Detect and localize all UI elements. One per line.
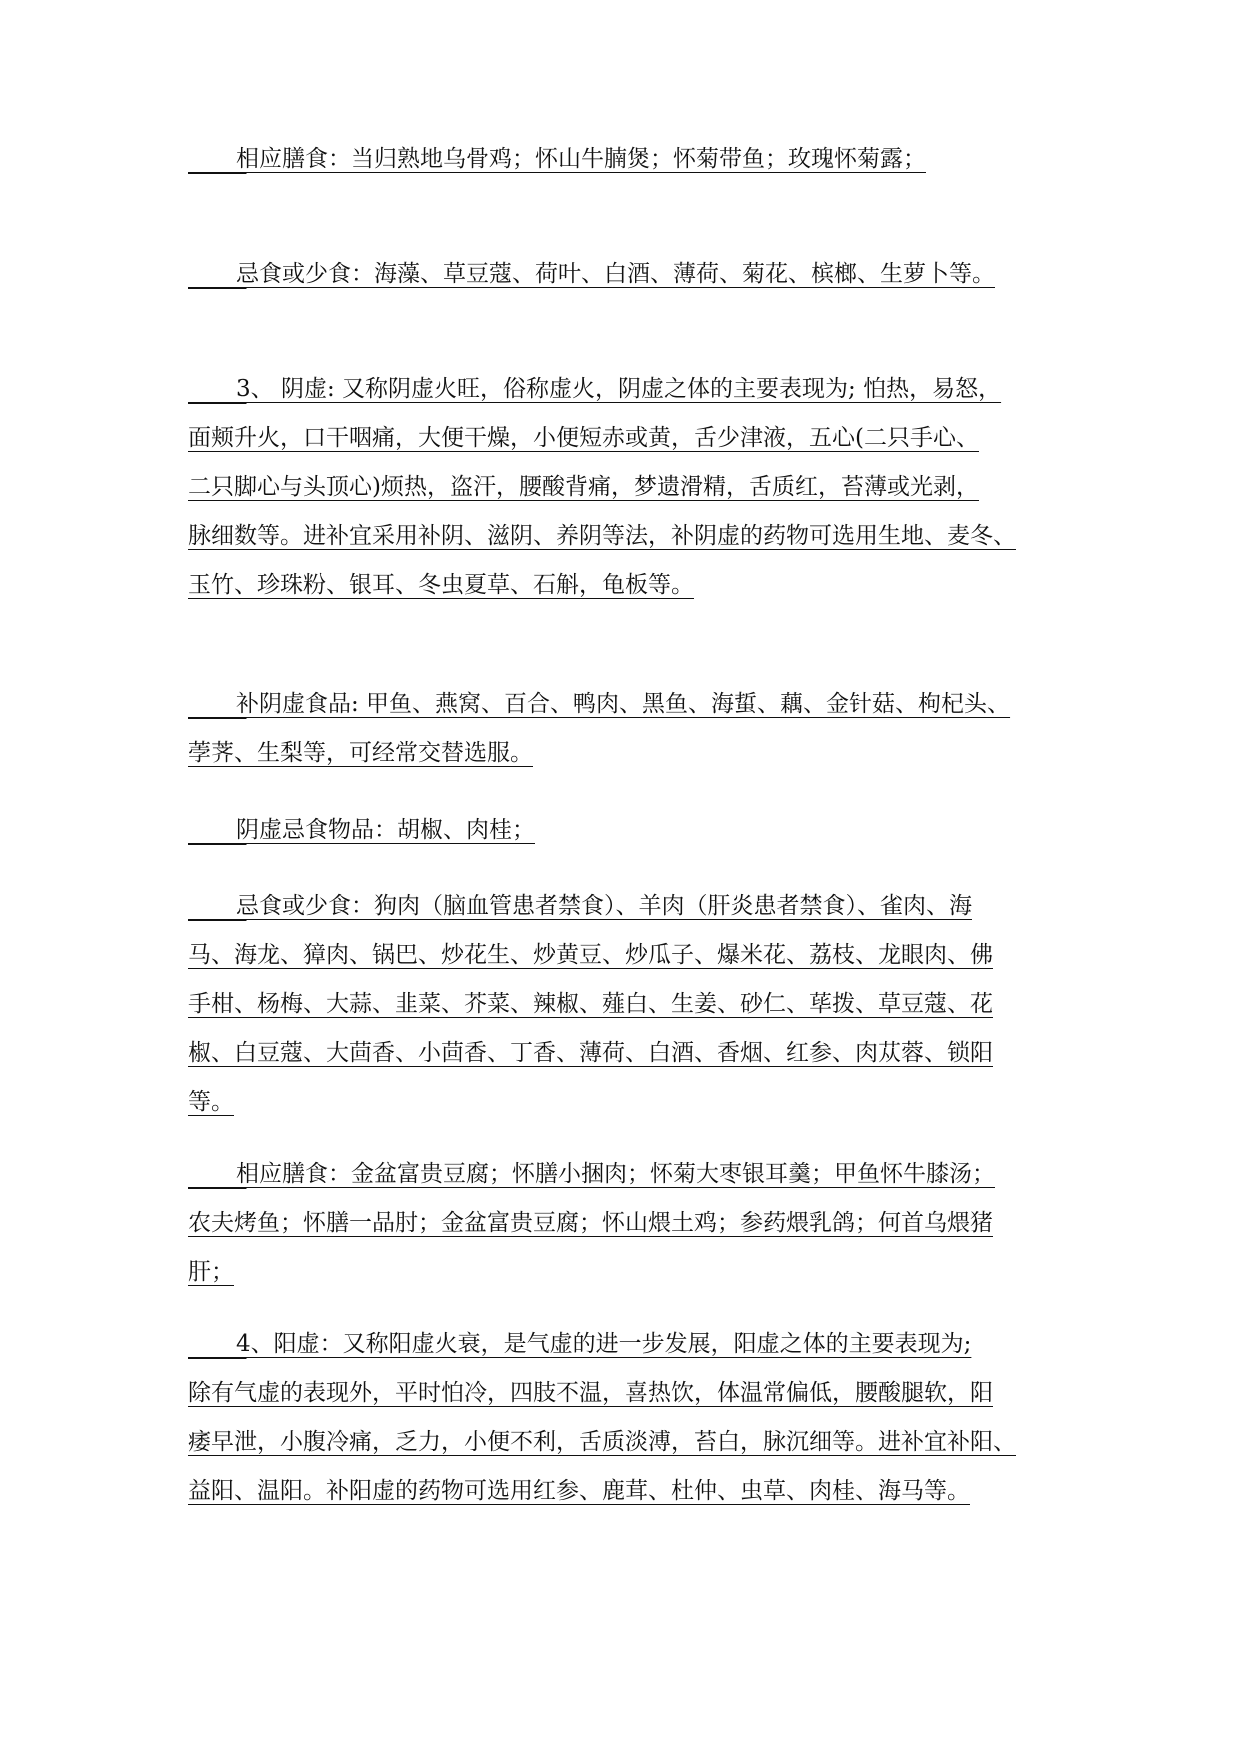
- text-line: 椒、白豆蔻、大茴香、小茴香、丁香、薄荷、白酒、香烟、红参、肉苁蓉、锁阳: [188, 1040, 993, 1066]
- paragraph-p1-diet: [188, 135, 1068, 184]
- text-line: 忌食或少食：海藻、草豆蔻、荷叶、白酒、薄荷、菊花、槟榔、生萝卜等。: [236, 261, 995, 287]
- paragraph-p6-avoid-foods: [188, 882, 1068, 1127]
- text-line: 脉细数等。进补宜采用补阴、滋阴、养阴等法，补阴虚的药物可选用生地、麦冬、: [188, 523, 1016, 549]
- paragraph-p7-diet: [188, 1150, 1068, 1297]
- text-line: 农夫烤鱼；怀膳一品肘；金盆富贵豆腐；怀山煨土鸡；参药煨乳鸽；何首乌煨猪: [188, 1210, 993, 1236]
- text-line: 荸荠、生梨等，可经常交替选服。: [188, 740, 533, 766]
- paragraph-p8-yang-deficiency: [188, 1320, 1068, 1516]
- text-line: 手柑、杨梅、大蒜、韭菜、芥菜、辣椒、薤白、生姜、砂仁、荜拨、草豆蔻、花: [188, 991, 993, 1017]
- text-line: 马、海龙、獐肉、锅巴、炒花生、炒黄豆、炒瓜子、爆米花、荔枝、龙眼肉、佛: [188, 942, 993, 968]
- text-line: 相应膳食：当归熟地乌骨鸡；怀山牛腩煲；怀菊带鱼；玫瑰怀菊露；: [236, 146, 926, 172]
- paragraph-p5-yin-avoid: [188, 806, 1068, 855]
- text-line: 等。: [188, 1089, 234, 1115]
- text-line: 除有气虚的表现外，平时怕冷，四肢不温，喜热饮，体温常偏低，腰酸腿软，阳: [188, 1380, 993, 1406]
- text-line: 忌食或少食：狗肉（脑血管患者禁食）、羊肉（肝炎患者禁食）、雀肉、海: [236, 893, 972, 919]
- paragraph-p3-yin-deficiency: [188, 365, 1068, 610]
- text-line: 阴虚忌食物品：胡椒、肉桂；: [236, 817, 535, 843]
- text-line: 4、阳虚：又称阳虚火衰，是气虚的进一步发展，阳虚之体的主要表现为;: [236, 1331, 972, 1357]
- text-line: 二只脚心与头顶心)烦热，盗汗，腰酸背痛，梦遗滑精，舌质红，苔薄或光剥，: [188, 474, 979, 500]
- text-line: 相应膳食：金盆富贵豆腐；怀膳小捆肉；怀菊大枣银耳羹；甲鱼怀牛膝汤；: [236, 1161, 995, 1187]
- paragraph-p4-yin-foods: [188, 680, 1068, 778]
- text-line: 痿早泄，小腹冷痛，乏力，小便不利，舌质淡溥，苔白，脉沉细等。进补宜补阳、: [188, 1429, 1016, 1455]
- text-line: 面颊升火，口干咽痛，大便干燥，小便短赤或黄，舌少津液，五心(二只手心、: [188, 425, 979, 451]
- text-line: 玉竹、珍珠粉、银耳、冬虫夏草、石斛，龟板等。: [188, 572, 694, 598]
- text-line: 肝；: [188, 1259, 234, 1285]
- text-line: 补阴虚食品: 甲鱼、燕窝、百合、鸭肉、黑鱼、海蜇、藕、金针菇、枸杞头、: [236, 691, 1011, 717]
- text-line: 3、 阴虚: 又称阴虚火旺，俗称虚火，阴虚之体的主要表现为; 怕热，易怒，: [236, 376, 1002, 402]
- text-line: 益阳、温阳。补阳虚的药物可选用红参、鹿茸、杜仲、虫草、肉桂、海马等。: [188, 1478, 970, 1504]
- paragraph-p2-avoid-foods: [188, 250, 1068, 299]
